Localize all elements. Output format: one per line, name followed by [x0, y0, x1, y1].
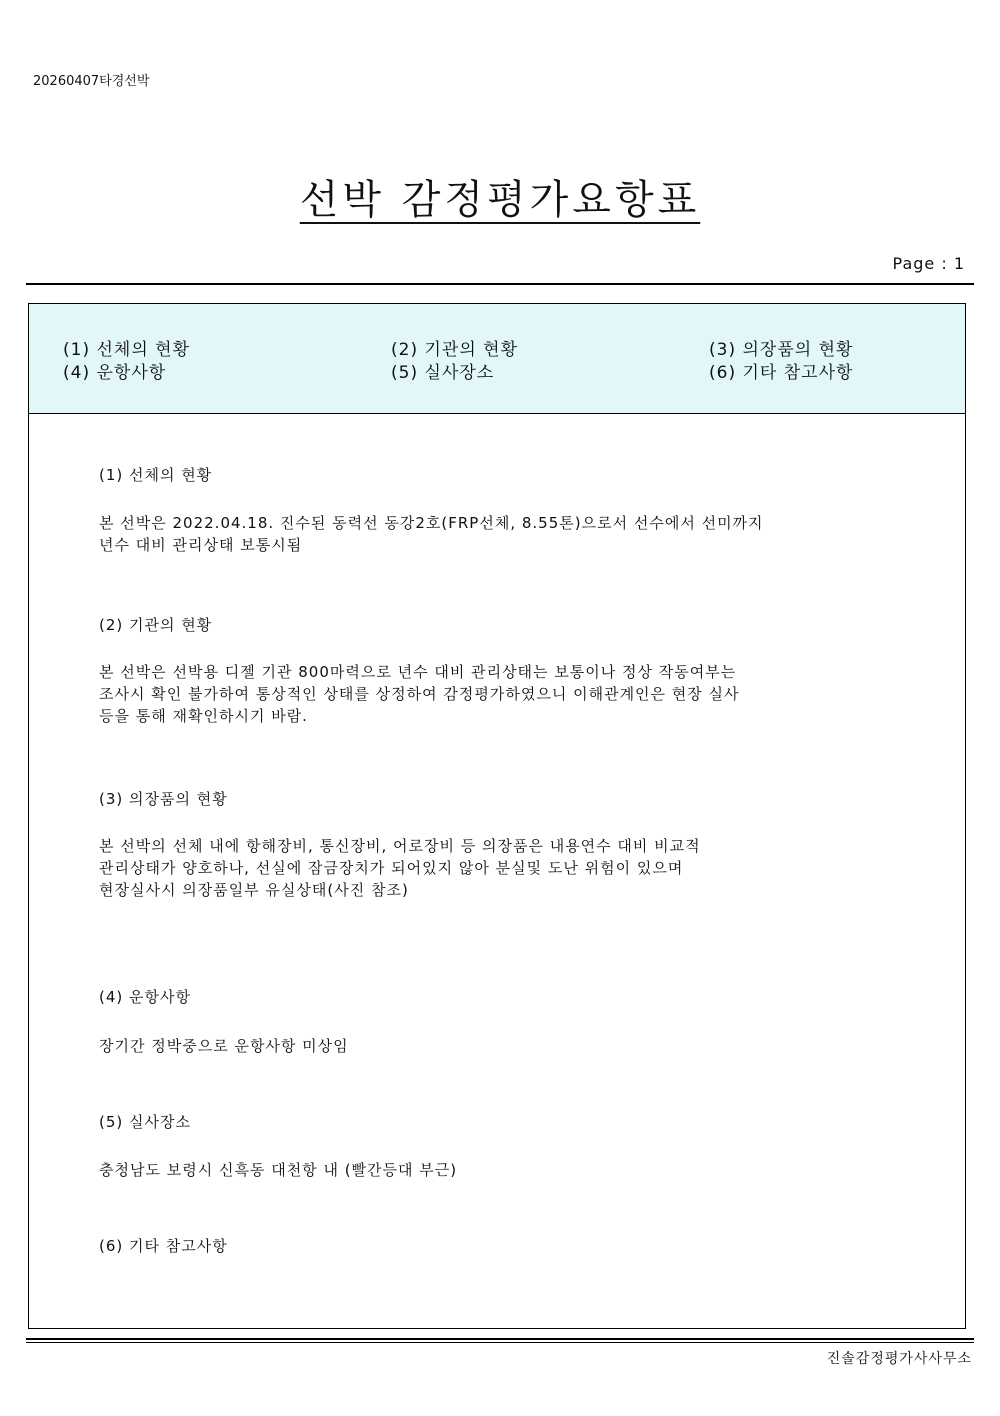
section-3-line: 현장실사시 의장품일부 유실상태(사진 참조): [99, 881, 409, 899]
toc-item-6: (6) 기타 참고사항: [709, 363, 854, 383]
section-2-line: 조사시 확인 불가하여 통상적인 상태를 상정하여 감정평가하였으니 이해관계인은 현장 실사: [99, 685, 740, 703]
section-1-body: [99, 512, 929, 556]
toc-item-5: (5) 실사장소: [391, 363, 495, 383]
toc-item-4: (4) 운항사항: [63, 363, 167, 383]
top-divider: [26, 283, 974, 285]
section-1-line: 년수 대비 관리상태 보통시됨: [99, 536, 303, 554]
section-3-line: 관리상태가 양호하나, 선실에 잠금장치가 되어있지 않아 분실및 도난 위험이 있으며: [99, 859, 684, 877]
section-4-body: [99, 1035, 929, 1057]
section-2-body: [99, 661, 929, 727]
section-4-heading: (4) 운항사항: [99, 988, 191, 1006]
office-name: 진솔감정평가사사무소: [826, 1351, 972, 1367]
section-5-heading: (5) 실사장소: [99, 1113, 191, 1131]
bottom-divider-thin: [26, 1342, 974, 1343]
table-of-contents: [29, 304, 965, 414]
document-id: 20260407타경선박: [33, 74, 150, 89]
content-box: [28, 303, 966, 1329]
section-6-heading: (6) 기타 참고사항: [99, 1237, 228, 1255]
section-2-heading: (2) 기관의 현황: [99, 616, 213, 634]
section-2-line: 등을 통해 재확인하시기 바람.: [99, 707, 308, 725]
bottom-divider: [26, 1338, 974, 1340]
section-4-line: 장기간 정박중으로 운항사항 미상임: [99, 1037, 349, 1055]
toc-item-2: (2) 기관의 현황: [391, 340, 518, 360]
toc-item-1: (1) 선체의 현황: [63, 340, 190, 360]
section-2-line: 본 선박은 선박용 디젤 기관 800마력으로 년수 대비 관리상태는 보통이나 정상 작동여부는: [99, 663, 737, 681]
page-title: [0, 168, 1000, 225]
toc-item-3: (3) 의장품의 현황: [709, 340, 854, 360]
page-title-text: 선박 감정평가요항표: [299, 177, 701, 223]
section-3-line: 본 선박의 선체 내에 항해장비, 통신장비, 어로장비 등 의장품은 내용연수 대비 비교적: [99, 837, 701, 855]
section-5-body: [99, 1159, 929, 1181]
section-1-heading: (1) 선체의 현황: [99, 466, 213, 484]
section-5-line: 충청남도 보령시 신흑동 대천항 내 (빨간등대 부근): [99, 1161, 458, 1179]
section-3-heading: (3) 의장품의 현황: [99, 790, 228, 808]
section-3-body: [99, 835, 929, 901]
page-number: Page : 1: [892, 254, 965, 273]
section-1-line: 본 선박은 2022.04.18. 진수된 동력선 동강2호(FRP선체, 8.55톤)으로서 선수에서 선미까지: [99, 514, 764, 532]
